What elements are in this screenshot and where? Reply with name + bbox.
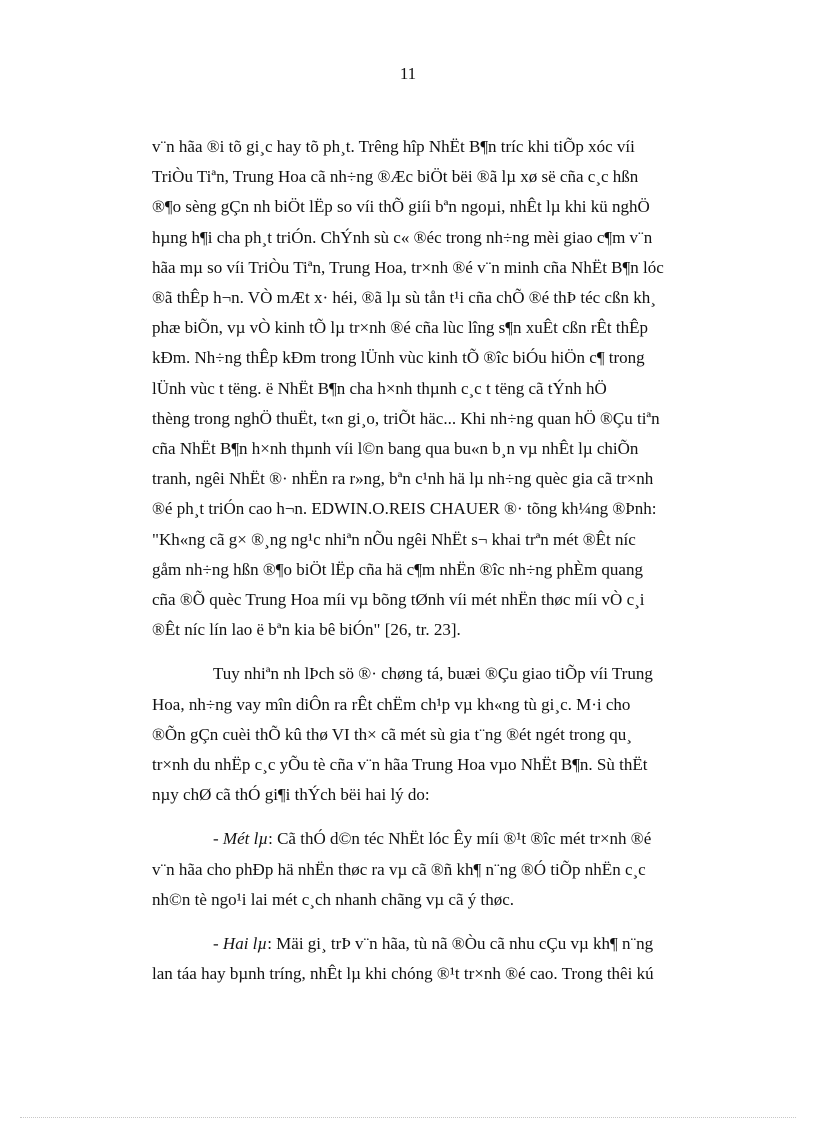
body-text bbox=[152, 132, 740, 989]
text-line: "Kh«ng cã g× ®¸ng ng¹c nhiªn nÕu ngêi NhËt s¬ khai trªn mét ®Êt níc bbox=[152, 529, 636, 549]
page-bottom-rule bbox=[20, 1117, 796, 1118]
text-line: ®¶o sèng gÇn nh biÖt lËp so víi thÕ giíi bªn ngoµi, nhÊt lµ khi kü nghÖ bbox=[152, 197, 650, 217]
text-fragment: : Mäi gi¸ trÞ v¨n hãa, tù nã ®Òu cã nhu cÇu vµ kh¶ n¨ng bbox=[267, 934, 654, 954]
text-line: nh©n tè ngo¹i lai mét c¸ch nhanh chãng vµ cã ý thøc. bbox=[152, 889, 515, 909]
paragraph-2 bbox=[152, 659, 740, 810]
paragraph-3 bbox=[152, 824, 740, 915]
text-line: Tuy nhiªn nh lÞch sö ®· chøng tá, buæi ®Çu giao tiÕp víi Trung bbox=[213, 664, 653, 684]
text-line: ®Õn gÇn cuèi thÕ kû thø VI th× cã mét sù gia t¨ng ®ét ngét trong qu¸ bbox=[152, 724, 632, 744]
text-line: thèng trong nghÖ thuËt, t«n gi¸o, triÕt häc... Khi nh÷ng quan hÖ ®Çu tiªn bbox=[152, 408, 660, 428]
text-line: phæ biÕn, vµ vÒ kinh tÕ lµ tr×nh ®é cña lùc lîng s¶n xuÊt cßn rÊt thÊp bbox=[152, 318, 648, 338]
text-line: Hoa, nh÷ng vay mîn diÔn ra rÊt chËm ch¹p vµ kh«ng tù gi¸c. M·i cho bbox=[152, 694, 631, 714]
text-line: cña NhËt B¶n h×nh thµnh víi l©n bang qua bu«n b¸n vµ nhÊt lµ chiÕn bbox=[152, 439, 639, 459]
text-line: hãa mµ so víi TriÒu Tiªn, Trung Hoa, tr×nh ®é v¨n minh cña NhËt B¶n lóc bbox=[152, 257, 664, 277]
text-line: cña ®Õ quèc Trung Hoa míi vµ bõng tØnh víi mét nhËn thøc míi vÒ c¸i bbox=[152, 590, 645, 610]
text-fragment: : Cã thÓ d©n téc NhËt lóc Êy míi ®¹t ®îc mét tr×nh ®é bbox=[268, 829, 652, 849]
text-line: TriÒu Tiªn, Trung Hoa cã nh÷ng ®Æc biÖt bëi ®ã lµ xø së cña c¸c hßn bbox=[152, 167, 639, 187]
paragraph-4 bbox=[152, 929, 740, 989]
text-line: v¨n hãa cho phÐp hä nhËn thøc ra vµ cã ®ñ kh¶ n¨ng ®Ó tiÕp nhËn c¸c bbox=[152, 859, 646, 879]
text-line: nµy chØ cã thÓ gi¶i thÝch bëi hai lý do: bbox=[152, 785, 430, 805]
text-line: v¨n hãa ®i tõ gi¸c hay tõ ph¸t. Trêng hîp NhËt B¶n tríc khi tiÕp xóc víi bbox=[152, 137, 635, 156]
text-line: ®é ph¸t triÓn cao h¬n. EDWIN.O.REIS CHAUER ®· tõng kh¼ng ®Þnh: bbox=[152, 499, 657, 519]
text-line: ®ã thÊp h¬n. VÒ mÆt x· héi, ®ã lµ sù tån t¹i cña chÕ ®é thÞ téc cßn kh¸ bbox=[152, 288, 656, 308]
text-line: lan táa hay bµnh tríng, nhÊt lµ khi chóng ®¹t tr×nh ®é cao. Trong thêi kú bbox=[152, 964, 654, 984]
text-line: ®Êt níc lín lao ë bªn kia bê biÓn" [26, tr. 23]. bbox=[152, 620, 461, 640]
text-line bbox=[152, 824, 740, 854]
text-line: gåm nh÷ng hßn ®¶o biÖt lËp cña hä c¶m nhËn ®îc nh÷ng phÈm quang bbox=[152, 559, 643, 579]
list-label: - Hai lµ bbox=[213, 934, 268, 954]
text-line: tranh, ngêi NhËt ®· nhËn ra r»ng, bªn c¹nh hä lµ nh÷ng quèc gia cã tr×nh bbox=[152, 469, 654, 489]
page-number: 11 bbox=[399, 64, 417, 83]
text-line: lÜnh vùc t tëng. ë NhËt B¶n cha h×nh thµnh c¸c t tëng cã tÝnh hÖ bbox=[152, 378, 607, 398]
text-line: kÐm. Nh÷ng thÊp kÐm trong lÜnh vùc kinh tÕ ®îc biÓu hiÖn c¶ trong bbox=[152, 348, 645, 368]
paragraph-1 bbox=[152, 132, 740, 645]
text-line bbox=[152, 929, 740, 959]
list-label: - Mét lµ bbox=[213, 829, 269, 849]
text-line: tr×nh du nhËp c¸c yÕu tè cña v¨n hãa Trung Hoa vµo NhËt B¶n. Sù thËt bbox=[152, 755, 648, 775]
text-line: hµng h¶i cha ph¸t triÓn. ChÝnh sù c« ®éc trong nh÷ng mèi giao c¶m v¨n bbox=[152, 227, 653, 247]
